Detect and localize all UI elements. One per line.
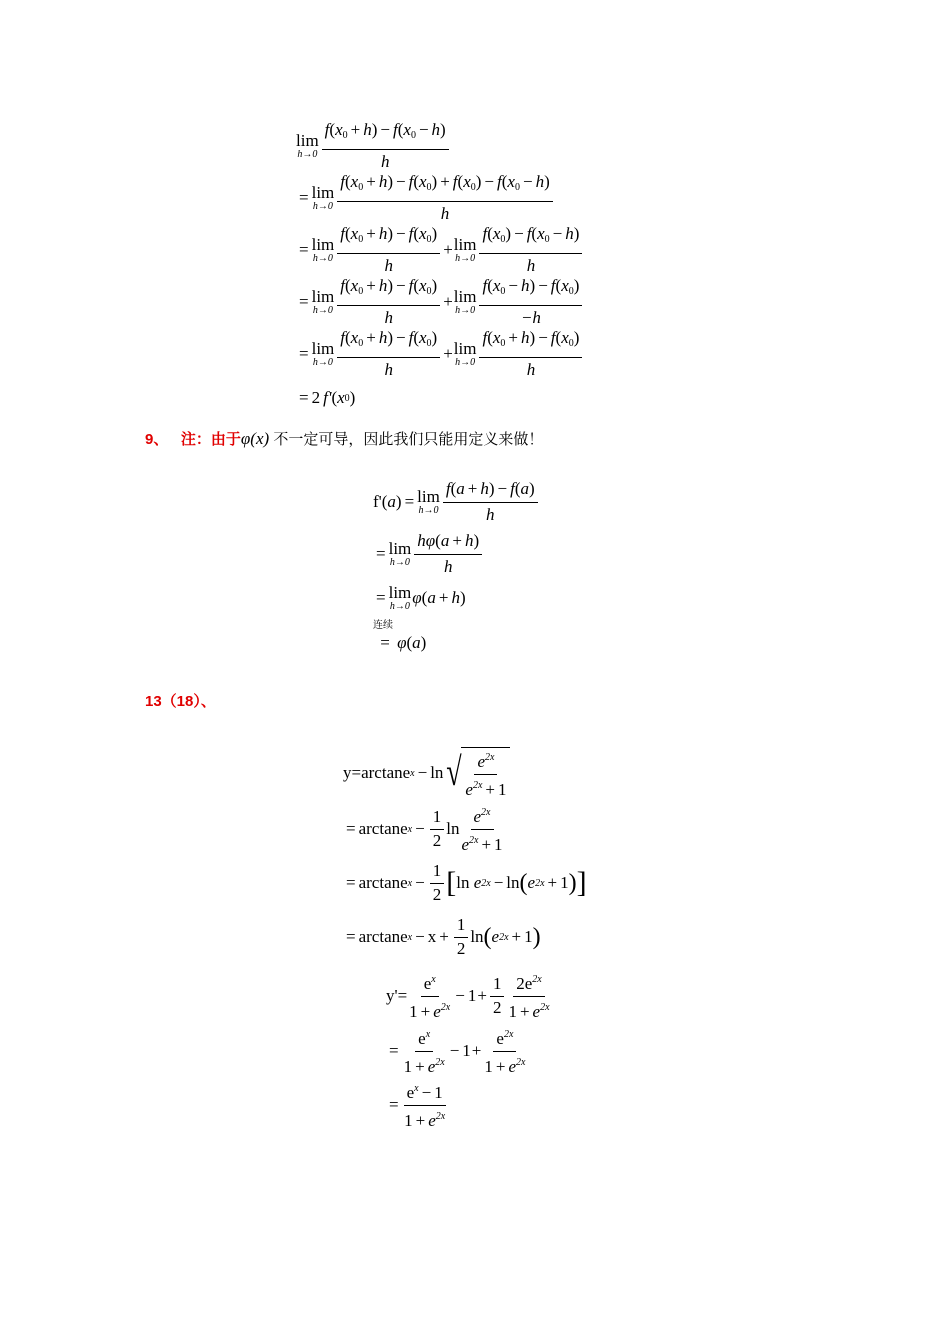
fraction: $\frac{1}{2}$: [454, 915, 469, 959]
equation-line: y=arctane x − ln √ $\frac{e^{2x}}{e^{2x} + 1}$: [343, 744, 587, 802]
fraction: $\frac{e^{2x}}{e^{2x} + 1}$: [461, 803, 502, 855]
continuity-note: 连续: [373, 620, 393, 631]
equation-line: = $\frac{e^x}{1 + e^{2x}}$ − 1 + $\frac{e^{2x}}{1 + e^{2x}}$: [386, 1024, 552, 1078]
limit-operator: lim h→0: [311, 183, 335, 212]
fraction: $\frac{e^{2x}}{1 + e^{2x}}$: [484, 1025, 525, 1077]
limit-operator: lim h→0: [311, 287, 335, 316]
fraction: $\frac{2e^{2x}}{1 + e^{2x}}$: [508, 970, 549, 1022]
fraction: $\frac{1}{2}$: [430, 861, 445, 905]
equation-line: y'= $\frac{e^x}{1 + e^{2x}}$ − 1 + $\frac{1}{2}$ $\frac{2e^{2x}}{1 + e^{2x}}$: [386, 968, 552, 1024]
section-13-heading: 13（18）、: [145, 693, 216, 710]
equation-line: f' ( a ) = lim h→0 $\frac{f(a + h) - f(a)}{h}$: [373, 476, 540, 528]
fraction: $\frac{f(x_0 + h) - f(x_0)}{h}$: [337, 223, 440, 277]
equation-line: = $\frac{e^x - 1}{1 + e^{2x}}$: [386, 1078, 552, 1132]
limit-operator: lim h→0: [417, 487, 440, 516]
fraction: $\frac{f(x_0 + h) - f(x_0)}{h}$: [337, 327, 440, 381]
fraction: $\frac{f(x_0 + h) - f(x_0)}{h}$: [479, 327, 582, 381]
symmetric-derivative-block: [296, 120, 584, 416]
definition-derivative-block: [373, 476, 540, 654]
fraction: $\frac{f(x_0 + h) - f(x_0)}{h}$: [337, 275, 440, 329]
fraction: $\frac{f(a + h) - f(a)}{h}$: [443, 478, 538, 526]
fraction: $\frac{1}{2}$: [490, 974, 505, 1018]
limit-operator: lim h→0: [311, 339, 335, 368]
limit-operator: lim h→0: [311, 235, 335, 264]
fraction: $\frac{e^x}{1 + e^{2x}}$: [404, 1025, 445, 1077]
fraction: $\frac{f(x_0 + h) - f(x_0) + f(x_0) - f(x_0 - h)}{h}$: [337, 171, 552, 225]
function-simplification-block: [343, 744, 587, 964]
fraction: $\frac{e^x}{1 + e^{2x}}$: [409, 970, 450, 1022]
equation-line: = arctane x − $\frac{1}{2}$ ln $\frac{e^{2x}}{e^{2x} + 1}$: [343, 802, 587, 856]
fraction: $\frac{1}{2}$: [430, 807, 445, 851]
equation-line: [296, 120, 584, 172]
equation-line: = lim h→0 $\frac{f(x_0 + h) - f(x_0)}{h}$ + lim h→0 $\frac{f(x_0 - h) - f(x_0)}{-h}$: [296, 276, 584, 328]
equation-line: = arctane x − x + $\frac{1}{2}$ ln ( e 2x + 1 ): [346, 915, 541, 958]
fraction: $\frac{f(x_0 + h) - f(x_0 - h)}{h}$: [322, 119, 449, 173]
square-root: √ $\frac{e^{2x}}{e^{2x} + 1}$: [443, 747, 510, 800]
equation-line: = lim h→0 φ ( a + h ): [376, 583, 466, 612]
equation-line: = lim h→0 $\frac{h\varphi(a + h)}{h}$: [373, 528, 540, 580]
limit-operator: lim h→0: [388, 583, 412, 612]
equation-line: = lim h→0 $\frac{f(x_0 + h) - f(x_0)}{h}$ + lim h→0 $\frac{f(x_0 + h) - f(x_0)}{h}$: [296, 328, 584, 380]
limit-operator: lim h→0: [296, 131, 319, 160]
fraction: $\frac{h\varphi(a + h)}{h}$: [414, 530, 482, 578]
continuity-equals: 连续 = φ ( a ): [373, 620, 540, 654]
derivative-block: [386, 968, 552, 1132]
limit-operator: lim h→0: [388, 539, 412, 568]
limit-operator: lim h→0: [453, 287, 477, 316]
fraction: $\frac{e^{2x}}{e^{2x} + 1}$: [465, 748, 506, 800]
equation-line: = arctane x − $\frac{1}{2}$ [ ln e 2x − ln ( e 2x + 1 ) ]: [346, 861, 587, 904]
fraction: $\frac{f(x_0 - h) - f(x_0)}{-h}$: [479, 275, 582, 329]
equation-line: = lim h→0 $\frac{f(x_0 + h) - f(x_0)}{h}$ + lim h→0 $\frac{f(x_0) - f(x_0 - h)}{h}$: [296, 224, 584, 276]
equation-line: = lim h→0 $\frac{f(x_0 + h) - f(x_0) + f(x_0) - f(x_0 - h)}{h}$: [296, 172, 584, 224]
limit-operator: lim h→0: [453, 235, 477, 264]
section-9-heading: 9、 注：由于φ(x) 不一定可导，因此我们只能用定义来做！: [145, 429, 544, 448]
limit-operator: lim h→0: [453, 339, 477, 368]
equation-line: = 2 f' ( x 0 ): [299, 388, 356, 407]
fraction: $\frac{f(x_0) - f(x_0 - h)}{h}$: [479, 223, 582, 277]
fraction: $\frac{e^x - 1}{1 + e^{2x}}$: [404, 1079, 446, 1131]
